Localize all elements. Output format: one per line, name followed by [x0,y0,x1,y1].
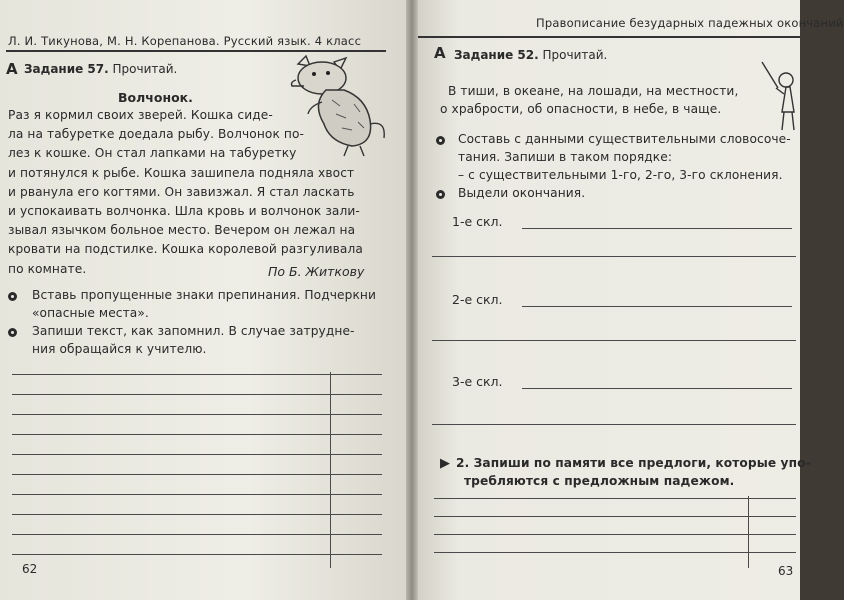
left-page [0,0,412,600]
task-heading [24,62,177,76]
story-line: Раз я кормил своих зверей. Кошка сиде- [8,108,273,122]
right-header: Правописание безударных падежных окончаний [536,16,844,30]
writing-line [434,516,796,517]
answer-line [432,424,796,425]
header-rule [418,36,800,38]
bullet1-line2: «опасные места». [32,306,149,320]
bullet-icon [436,190,445,199]
task-label: Задание 52. [454,48,539,62]
wolf-cub-illustration [282,54,392,158]
writing-line [12,534,382,535]
declension-3-label: 3-е скл. [452,374,503,389]
task2-marker-icon: ▶ [440,456,450,471]
writing-line [12,414,382,415]
story-line: ла на табуретке доедала рыбу. Волчонок по- [8,127,304,142]
bullet1-line3: – с существительными 1-го, 2-го, 3-го склонения. [458,168,783,182]
word-list-line2: о храбрости, об опасности, в небе, в чаще. [440,102,722,116]
task2-line2: требляются с предложным падежом. [464,474,735,488]
task-instruction: Прочитай. [542,48,608,62]
story-title: Волчонок. [118,90,193,105]
declension-2-label: 2-е скл. [452,292,503,307]
answer-line [522,228,792,229]
bullet2-line2: ния обращайся к учителю. [32,342,207,356]
word-list-line1: В тиши, в океане, на лошади, на местности, [448,84,739,98]
task2-line1: 2. Запиши по памяти все предлоги, которые упо- [456,456,811,470]
story-author: По Б. Житкову [268,264,365,279]
task-marker-icon: А [434,44,446,62]
bullet-icon [8,292,17,301]
writing-line [12,514,382,515]
writing-line [12,454,382,455]
writing-line [12,494,382,495]
bullet1-line1: Вставь пропущенные знаки препинания. Подчеркни [32,288,377,302]
bullet1-line1: Составь с данными существительными словосоче- [458,132,791,146]
header-rule [6,50,386,52]
right-page-number: 63 [778,564,794,578]
left-page-number: 62 [22,562,38,576]
writing-line [12,554,382,555]
declension-1-label: 1-е скл. [452,214,503,229]
margin-line [748,496,749,568]
story-line: кровати на подстилке. Кошка королевой разгуливала [8,242,363,257]
writing-line [12,374,382,375]
bullet1-line2: тания. Запиши в таком порядке: [458,150,673,164]
story-line: по комнате. [8,261,87,276]
answer-line [432,256,796,257]
writing-line [12,474,382,475]
bullet2-line1: Запиши текст, как запомнил. В случае затрудне- [32,324,355,338]
right-page [412,0,844,600]
bullet2-text: Выдели окончания. [458,186,586,200]
task-instruction: Прочитай. [112,62,178,76]
answer-line [522,388,792,389]
bullet-icon [8,328,17,337]
story-line: и успокаивать волчонка. Шла кровь и волчонок зали- [8,204,360,218]
story-line: зывал язычком больное место. Вечером он лежал на [8,223,356,238]
task-marker-icon: А [6,60,18,78]
writing-line [12,394,382,395]
writing-line [434,552,796,553]
book-spine [406,0,418,600]
left-header: Л. И. Тикунова, М. Н. Корепанова. Русский язык. 4 класс [8,34,362,48]
margin-line [330,372,331,568]
teacher-figure-illustration [760,58,800,138]
writing-line [434,498,796,499]
story-line: и рванула его когтями. Он завизжал. Я стал ласкать [8,184,355,199]
writing-line [434,534,796,535]
task-label: Задание 57. [24,62,109,76]
writing-line [12,434,382,435]
answer-line [522,306,792,307]
bullet-icon [436,136,445,145]
answer-line [432,340,796,341]
task-heading [454,48,607,62]
story-line: и потянулся к рыбе. Кошка зашипела подняла хвост [8,165,355,180]
story-line: лез к кошке. Он стал лапками на табуретку [8,146,297,161]
